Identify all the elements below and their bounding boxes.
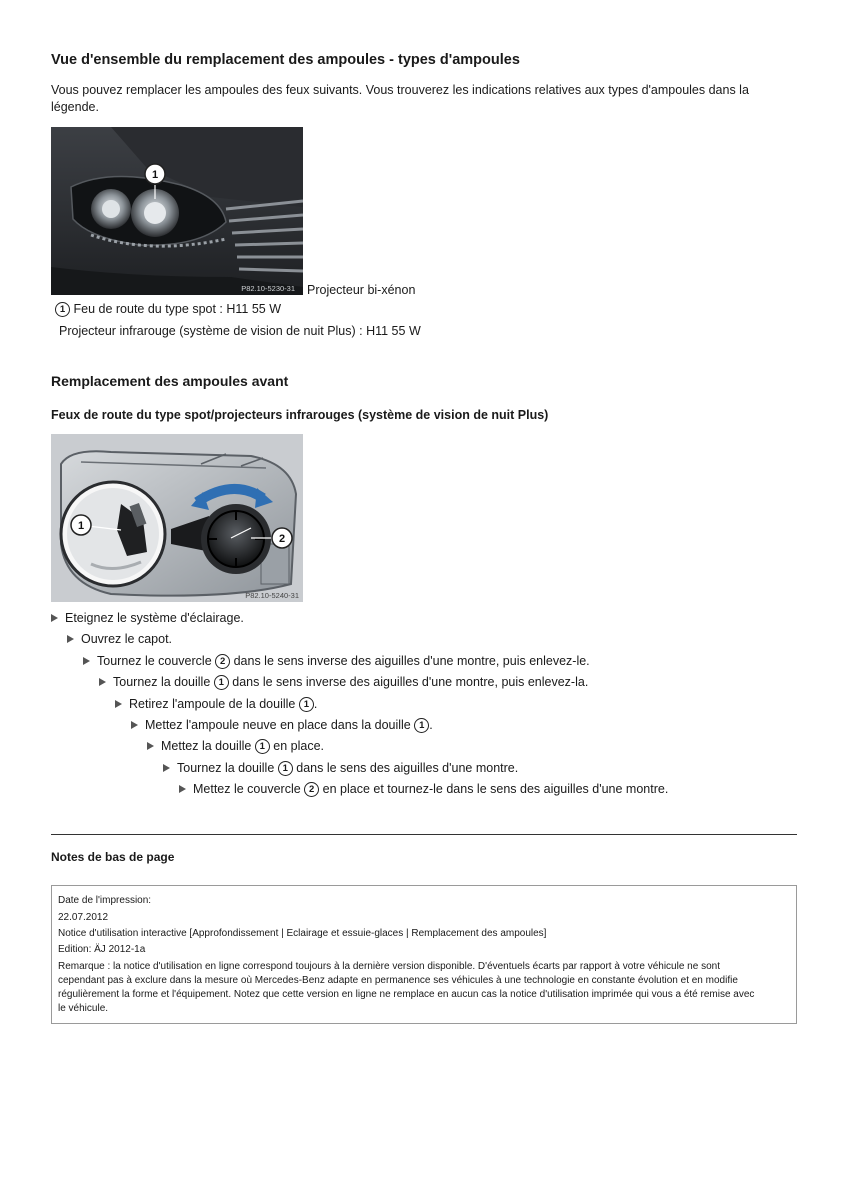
- step-arrow-icon: [115, 700, 122, 708]
- step-arrow-icon: [147, 742, 154, 750]
- footnotes-box: [51, 885, 797, 1024]
- remark-line-2: cependant pas à exclure dans la mesure où Mercedes-Benz adapte en permanence ses véhicules à une technologie en constante évolution et en modifie: [58, 975, 738, 986]
- section-heading: Remplacement des ampoules avant: [51, 373, 289, 389]
- print-date: 22.07.2012: [58, 912, 109, 923]
- step-text: .: [313, 696, 318, 711]
- remark-line-1: Remarque : la notice d'utilisation en ligne correspond toujours à la dernière version disponible. D'éventuels écarts par rapport à votre véhicule ne sont: [58, 961, 720, 972]
- step-item: [147, 739, 324, 754]
- step-text: dans le sens inverse des aiguilles d'une montre, puis enlevez-le.: [230, 653, 590, 668]
- bulb-diagram-illustration: [51, 434, 303, 602]
- step-arrow-icon: [67, 635, 74, 643]
- step-arrow-icon: [163, 764, 170, 772]
- figure1-callout: 1: [151, 169, 159, 181]
- callout-badge: 1: [299, 697, 314, 712]
- step-text: Tournez le couvercle: [97, 653, 216, 668]
- section-subheading: Feux de route du type spot/projecteurs infrarouges (système de vision de nuit Plus): [51, 408, 549, 422]
- step-item: [99, 675, 588, 690]
- legend-item-1-text: Feu de route du type spot : H11 55 W: [73, 302, 282, 316]
- callout-badge: 2: [304, 782, 319, 797]
- step-text: Mettez la douille: [161, 739, 255, 754]
- intro-paragraph: Vous pouvez remplacer les ampoules des feux suivants. Vous trouverez les indications relatives aux types d'ampoules dans la légende.: [51, 83, 749, 114]
- callout-badge: 1: [255, 739, 270, 754]
- step-item: [131, 718, 433, 733]
- callout-badge: 1: [55, 302, 70, 317]
- step-text: dans le sens des aiguilles d'une montre.: [292, 760, 519, 775]
- figure2-callout-1: 1: [77, 520, 85, 532]
- callout-badge: 1: [214, 675, 229, 690]
- step-item: [179, 782, 668, 797]
- step-item: [163, 761, 518, 776]
- print-label: Date de l'impression:: [58, 895, 152, 906]
- footnotes-heading: Notes de bas de page: [51, 850, 175, 864]
- step-text: Mettez le couvercle: [193, 782, 305, 797]
- step-text: en place et tournez-le dans le sens des aiguilles d'une montre.: [319, 782, 669, 797]
- step-text: Tournez la douille: [177, 760, 278, 775]
- step-text: .: [429, 718, 433, 732]
- callout-badge: 2: [215, 654, 230, 669]
- step-arrow-icon: [51, 614, 58, 622]
- headlamp-photo: [51, 127, 303, 295]
- legend-item-1: [55, 302, 281, 317]
- step-arrow-icon: [179, 785, 186, 793]
- figure2-code: P82.10-5240-31: [245, 591, 299, 600]
- step-arrow-icon: [99, 678, 106, 686]
- step-text: Tournez la douille: [113, 675, 214, 690]
- step-text: Mettez l'ampoule neuve en place dans la douille: [145, 718, 415, 732]
- callout-badge: 1: [278, 761, 293, 776]
- legend-item-2: Projecteur infrarouge (système de vision de nuit Plus) : H11 55 W: [59, 324, 421, 338]
- step-arrow-icon: [131, 721, 138, 729]
- callout-badge: 1: [414, 718, 429, 733]
- remark-line-3: régulièrement la forme et l'équipement. Notez que cette version en ligne ne remplace en aucun cas la notice d'utilisation imprimée qui vous a été remise avec: [58, 989, 755, 1000]
- step-text: en place.: [269, 739, 325, 754]
- step-item: [115, 697, 317, 712]
- document-path: Notice d'utilisation interactive [Approfondissement | Eclairage et essuie-glaces | Remplacement des ampoules]: [58, 928, 547, 939]
- step-text: Ouvrez le capot.: [81, 632, 173, 647]
- step-item: [51, 611, 244, 625]
- figure2-callout-2: 2: [278, 533, 286, 545]
- remark-line-4: le véhicule.: [58, 1003, 109, 1014]
- figure1-code: P82.10-5230-31: [241, 284, 295, 293]
- step-item: [83, 654, 590, 669]
- footer-divider: [51, 834, 797, 835]
- page-title: Vue d'ensemble du remplacement des ampoules - types d'ampoules: [51, 52, 520, 68]
- headlamp-illustration: [51, 127, 303, 295]
- edition: Edition: ÄJ 2012-1a: [58, 944, 146, 955]
- bulb-diagram-photo: [51, 434, 303, 602]
- step-text: Retirez l'ampoule de la douille: [129, 696, 299, 711]
- step-item: [67, 632, 172, 646]
- step-text: Eteignez le système d'éclairage.: [65, 611, 244, 625]
- step-text: dans le sens inverse des aiguilles d'une montre, puis enlevez-la.: [228, 675, 589, 690]
- figure1-caption: Projecteur bi-xénon: [307, 283, 416, 297]
- step-arrow-icon: [83, 657, 90, 665]
